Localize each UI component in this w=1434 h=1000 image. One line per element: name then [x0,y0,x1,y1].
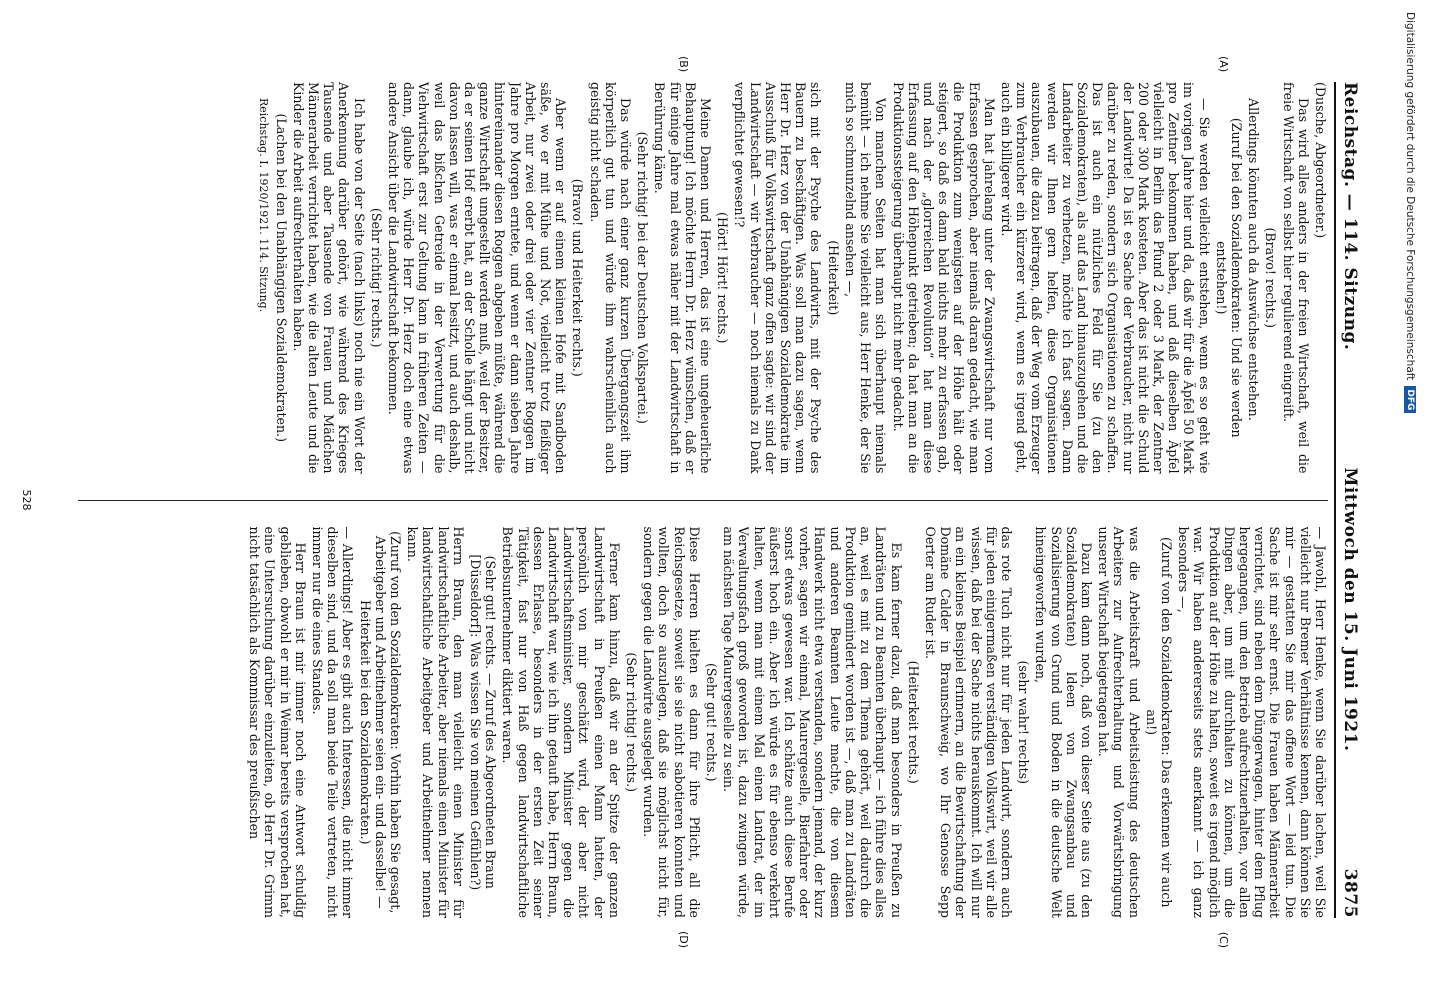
left-column-paragraph: (Hört! Hört! rechts.) [715,212,731,344]
digitization-credit [1402,12,1418,712]
header-date: Mittwoch den 15. Juni 1921. [1340,467,1360,752]
right-column-paragraph: — Jawohl, Herr Henke, wenn Sie darüber lachen, weil Sie vielleicht nur Bremer Verhältnisse kennen, dann können Sie mir — gestatten Sie mir das offene Wort — leid tun. Die Sache ist mir sehr ernst. Die Frauen haben Männerarbeit verrichtet, sind neben dem Düngerwagen, hinter dem Pflug hergegangen, um den Betrieb aufrechtzuerhalten, vor allen Dingen aber, um mit durchhalten zu können, um die Produktion auf der Höhe zu halten, soweit es irgend möglich war. Wir haben andererseits stets anerkannt — ich ganz besonders —, [1176,526,1328,918]
left-column-paragraph: Das würde nach einer ganz kurzen Übergangszeit ihm körperlich gut tun und würde ihm wahrscheinlich auch geistig nicht schaden. [587,82,634,474]
left-column-paragraph: (Sehr richtig! rechts.) [368,207,384,348]
margin-mark-a: (A) [1217,56,1230,73]
column-divider [78,500,1328,501]
right-column-paragraph: (sehr wahr! rechts) [1016,660,1032,785]
right-column-paragraph: was die Arbeitskraft und Arbeitsleistung des deutschen Arbeiters zur Aufrechterhaltung und Vorwärtsbringung unserer Wirtschaft beigetragen hat. [1096,526,1142,918]
left-column-paragraph: — Sie werden vielleicht entstehen, wenn es so geht wie im vorigen Jahre hier und da, daß wir für die Äpfel 50 Mark pro Zentner bekommen haben, und daß dieselben Äpfel vielleicht in Berlin das Pfund 2 oder 3 Mark, der Zentner 200 oder 300 Mark kosteten. Aber das ist nicht die Schuld der Landwirte! Da ist es Sache der Verbraucher, nicht nur darüber zu reden, sondern sich Organisationen zu schaffen. Das ist auch ein nützliches Feld für Sie (zu den Sozialdemokraten), als auf das Land hinauszugehen und die Landarbeiter zu verhetzen, möchte ich fast sagen. Dann werden wir Ihnen gern helfen, diese Organisationen auszubauen, die dazu beitragen, daß der Weg vom Erzeuger zum Verbraucher ein kürzerer wird, wenn es irgend geht, auch ein billigerer wird. [998,82,1212,474]
right-column-paragraph: (Sehr richtig! rechts.) [624,652,640,793]
margin-mark-b: (B) [677,56,690,73]
right-column-paragraph: (Sehr gut! rechts.) [704,662,720,782]
right-column-paragraph: Dazu kam dann noch, daß von dieser Seite aus (zu den Sozialdemokraten) Ideen von Zwangsanbau und Sozialisierung von Grund und Boden in die deutsche Welt hineingeworfen wurden, [1033,526,1094,918]
left-column-paragraph: Ich habe von der Seite (nach links) noch nie ein Wort der Anerkennung darüber gehört, wie während des Krieges Tausende und aber Tausende von Frauen und Mädchen Männerarbeit verrichtet haben, wie die alten Leute und die Kinder die Arbeit aufrechterhalten haben. [290,82,367,474]
left-column-paragraph: Allerdings könnten auch da Auswüchse entstehen. [1246,98,1262,421]
header-left: Reichstag. — 114. Sitzung. [1340,82,1360,351]
right-column [78,527,1328,919]
credit-text: Digitalisierung gefördert durch die Deutsche Forschungsgemeinschaft [1404,12,1416,381]
right-column-paragraph: Es kam ferner dazu, daß man besonders in Preußen zu Landräten und zu Beamten überhaupt — ich führe dies alles an, weil es mit zu dem Thema gehört, weil dadurch die Produktion gemindert worden ist —, daß man zu Landräten und anderen Beamten Leute machte, die von diesem Handwerk nicht etwa verstanden, sondern jemand, der kurz vorher, sagen wir einmal, Maurergeselle, Bierfahrer oder sonst etwas gewesen war. Ich schätze auch diese Berufe äußerst hoch ein. Aber ich würde es für ebenso verkehrt halten, wenn man mit einem Mal einen Landrat, der im Verwaltungsfach groß geworden ist, dazu zwingen würde, am nächsten Tage Maurergeselle zu sein. [721,526,904,918]
right-column-paragraph: (Sehr gut! rechts. — Zuruf des Abgeordneten Braun [Düsseldorf]: Was wissen Sie von meinen Gefühlen?) [468,554,499,891]
left-column-paragraph: Von manchen Seiten hat man sich überhaupt niemals bemüht — ich nehme Sie vielleicht aus, Herr Henke, der Sie mich so schmunzelnd ansehen —, [842,82,889,474]
right-column-paragraph: (Zuruf von den Sozialdemokraten: Vorhin haben Sie gesagt, Arbeitgeber und Arbeitnehmer seien ein- und dasselbe! — Heiterkeit bei den Sozialdemokraten.) [357,531,404,914]
left-column-paragraph: Man hat jahrelang unter der Zwangswirtschaft nur vom Erfassen gesprochen, aber niemals daran gedacht, wie man die Produktion zum wenigsten auf der Höhe hält oder steigert, so daß es dann bald nichts mehr zu erfassen gab, und nach der „glorreichen Revolution“ hat man diese Erfassung auf den Höhepunkt getrieben; da hat man an die Produktionssteigerung überhaupt nicht mehr gedacht. [890,82,997,474]
left-column-paragraph: (Dusche, Abgeordneter.) [1313,82,1328,239]
header-page-number: 3875 [1340,868,1360,918]
margin-mark-c: (C) [1217,931,1230,948]
left-column-footer: Reichstag. I. 1920/1921. 114. Sitzung. [257,98,271,313]
left-column-paragraph: (Heiterkeit) [825,240,841,316]
left-column-paragraph: sich mit der Psyche des Landwirts, mit der Psyche des Bauern zu beschäftigen. Was soll man dazu sagen, wenn Herr Dr. Herz von der Unabhängigen Sozialdemokratie im Ausschuß für Volkswirtschaft ganz offen sagte: wir sind der Landwirtschaft — wir Verbraucher — noch niemals zu Dank verpflichtet gewesen!? [732,82,824,474]
right-column-paragraph: (Heiterkeit rechts.) [905,660,921,784]
left-column-paragraph: (Zuruf bei den Sozialdemokraten: Und sie werden entstehen!) [1213,117,1244,438]
margin-mark-d: (D) [677,930,690,948]
right-column-paragraph: das rote Tuch nicht nur für jeden Landwirt, sondern auch für jeden einigermaßen verständigen Volkswirt, weil wir alle wissen, daß bei der Sache nichts herauskommt. Ich will nur an ein kleines Beispiel erinnern, an die Bewirtschaftung der Domäne Calder in Braunschweig, wo Ihr Genosse Sepp Oerter am Ruder ist. [922,526,1014,918]
left-column-paragraph: Das wird alles anders in der freien Wirtschaft, weil die freie Wirtschaft von selbst hier regulierend eingreift. [1280,82,1311,474]
left-column-paragraph: (Bravo! rechts.) [1263,227,1279,329]
right-column-paragraph: Herr Braun ist mir immer noch eine Antwort schuldig geblieben, obwohl er mir in Weimar bereits versprochen hat, eine Untersuchung darüber einzuleiten, ob Herr Dr. Grimm nicht tatsächlich als Kommissar des preußischen [247,526,308,918]
right-column-paragraph: Herrn Braun, den man vielleicht einen Minister für landwirtschaftliche Arbeiter, aber niemals einen Minister für landwirtschaftliche Arbeitgeber und Arbeitnehmer nennen kann. [405,526,466,918]
page-header [1334,82,1360,918]
dfg-logo: DFG [1404,386,1416,413]
right-column-paragraph: Diese Herren hielten es dann für ihre Pflicht, all die Reichsgesetze, soweit sie sie nicht sabotieren konnten und wollten, doch so auszulegen, daß sie möglichst nicht für, sondern gegen die Landwirte ausgelegt wurden. [641,526,702,918]
left-column-paragraph: Aber wenn er auf einem kleinen Hofe mit Sandboden säße, wo er mit Mühe und Not, vielleicht trotz fleißiger Arbeit, nur zwei oder drei oder vier Zentner Roggen im Jahre pro Morgen erntete, und wenn er dann sieben Jahre hintereinander diesen Roggen abgeben müßte, während die ganze Wirtschaft umgestellt werden muß, weil der Besitzer, da er seinen Hof ererbt hat, an der Scholle hängt und nicht davon lassen will, was er einmal besitzt, und auch deshalb, weil das bißchen Getreide in der Verwertung für die Viehwirtschaft erst zur Geltung kam in früheren Zeiten — dann, glaube ich, würde Herr Dr. Herz doch eine etwas andere Ansicht über die Landwirtschaft bekommen. [386,82,569,474]
left-column-paragraph: Meine Damen und Herren, das ist eine ungeheuerliche Behauptung! Ich möchte Herrn Dr. Herz wünschen, daß er für einige Jahre mal etwas näher mit der Landwirtschaft in Berührung käme. [652,82,714,474]
right-column-paragraph: (Zuruf von den Sozialdemokraten: Das erkennen wir auch an!) [1143,536,1174,908]
left-column [78,82,1328,474]
left-column-paragraph: (Sehr richtig! bei der Deutschen Volkspartei.) [635,131,651,424]
right-column-paragraph: Ferner kam hinzu, daß wir an der Spitze der ganzen Landwirtschaft in Preußen einen Mann hatten, der persönlich von mir geschätzt wird, der aber nicht Landwirtschaftsminister, sondern Minister gegen die Landwirtschaft war, wie ich ihn getauft habe, Herrn Braun, dessen Erlasse, besonders in der ersten Zeit seiner Tätigkeit, fast nur von Haß gegen landwirtschaftliche Betriebsunternehmer diktiert waren. [500,526,622,918]
left-column-paragraph: (Bravo! und Heiterkeit rechts.) [570,178,586,377]
right-column-paragraph: — Allerdings! Aber es gibt auch Interessen, die nicht immer dieselben sind, und da soll man beide Teile vertreten, nicht immer nur die eines Standes. [310,526,356,918]
text-columns [78,82,1328,918]
page-footer-number: 528 [20,489,33,511]
left-column-paragraph: (Lachen bei den Unabhängigen Sozialdemokraten.) [273,113,289,443]
